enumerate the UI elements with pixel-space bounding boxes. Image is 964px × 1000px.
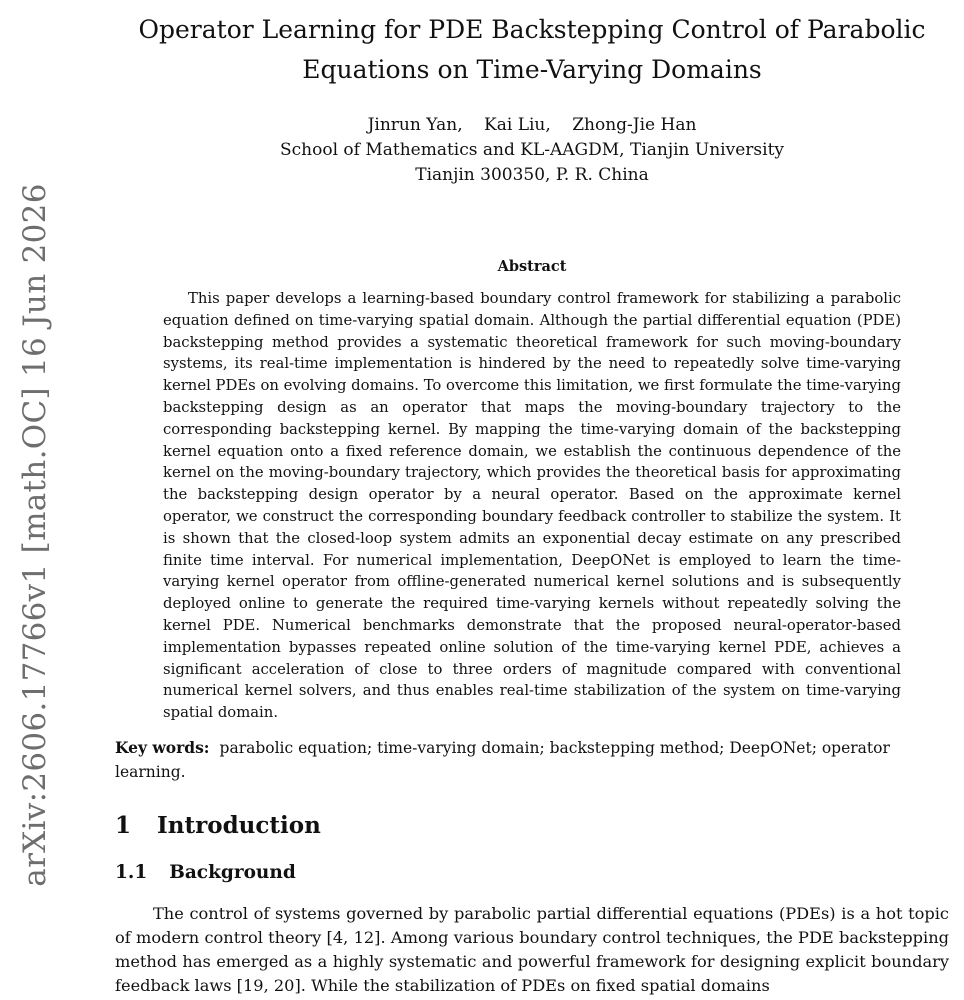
author-name: Kai Liu,	[484, 115, 551, 135]
author-list	[100, 113, 964, 138]
intro-paragraph: The control of systems governed by parabolic partial differential equations (PDEs) is a hot topic of modern control theory [4, 12]. Among various boundary control techniques, the PDE backstepping method has emerged as a highly systematic and powerful framework for designing explicit boundary feedback laws [19, 20]. While the stabilization of PDEs on fixed spatial domains	[115, 904, 949, 995]
author-block	[100, 113, 964, 188]
affiliation: School of Mathematics and KL-AAGDM, Tianjin University	[279, 140, 784, 160]
subsection-heading	[115, 862, 296, 883]
subsection-number: 1.1	[115, 862, 148, 883]
section-heading	[115, 812, 321, 839]
paper-title	[100, 10, 964, 90]
subsection-title: Background	[169, 862, 296, 883]
arxiv-identifier-stamp: arXiv:2606.17766v1 [math.OC] 16 Jun 2026	[17, 183, 53, 887]
author-name: Jinrun Yan,	[367, 115, 463, 135]
address: Tianjin 300350, P. R. China	[415, 165, 649, 185]
author-name: Zhong-Jie Han	[572, 115, 697, 135]
keywords-label: Key words:	[115, 738, 210, 757]
abstract-body: This paper develops a learning-based boundary control framework for stabilizing a parabolic equation defined on time-varying spatial domain. Although the partial differential equation (PDE) backstepping method provides a systematic theoretical framework for such moving-boundary systems, its real-time implementation is hindered by the need to repeatedly solve time-varying kernel PDEs on evolving domains. To overcome this limitation, we first formulate the time-varying backstepping design as an operator that maps the moving-boundary trajectory to the corresponding backstepping kernel. By mapping the time-varying domain of the backstepping kernel equation onto a fixed reference domain, we establish the continuous dependence of the kernel on the moving-boundary trajectory, which provides the theoretical basis for approximating the backstepping design operator by a neural operator. Based on the approximate kernel operator, we construct the corresponding boundary feedback controller to stabilize the system. It is shown that the closed-loop system admits an exponential decay estimate on any prescribed finite time interval. For numerical implementation, DeepONet is employed to learn the time-varying kernel operator from offline-generated numerical kernel solutions and is subsequently deployed online to generate the required time-varying kernels without repeatedly solving the kernel PDE. Numerical benchmarks demonstrate that the proposed neural-operator-based implementation bypasses repeated online solution of the time-varying kernel PDE, achieves a significant acceleration of close to three orders of magnitude compared with conventional numerical kernel solvers, and thus enables real-time stabilization of the system on time-varying spatial domain.	[163, 290, 901, 722]
abstract-heading: Abstract	[497, 258, 567, 275]
keywords	[115, 736, 949, 784]
paper-title-line-2: Equations on Time-Varying Domains	[302, 55, 762, 84]
section-title: Introduction	[157, 812, 321, 839]
paper-title-line-1: Operator Learning for PDE Backstepping Control of Parabolic	[138, 15, 926, 44]
keywords-text: parabolic equation; time-varying domain; backstepping method; DeepONet; operator learning.	[115, 739, 890, 781]
section-number: 1	[115, 812, 132, 839]
